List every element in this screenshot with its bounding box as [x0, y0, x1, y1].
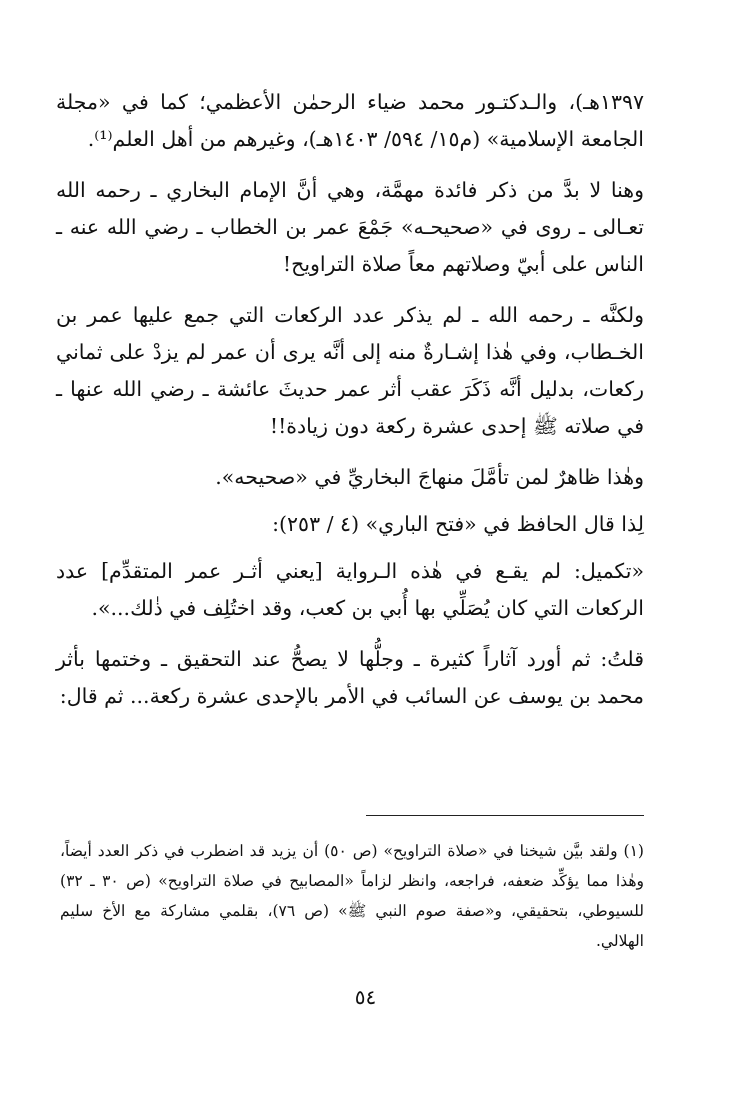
- paragraph-4: وهٰذا ظاهرٌ لمن تأمَّلَ منهاجَ البخاريِّ في «صحيحه».: [215, 465, 644, 489]
- footnote-separator: [366, 815, 644, 816]
- footnote-text: (١) ولقد بيَّن شيخنا في «صلاة التراويح» (ص ٥٠) أن يزيد قد اضطرب في ذكر العدد أيضاً، وهٰذا مما يؤكِّد ضعفه، فراجعه، وانظر لزاماً «المصابيح في صلاة التراويح» (ص ٣٠ ـ ٣٢) للسيوطي، بتحقيقي، و«صفة صوم النبي ﷺ» (ص ٧٦)، بقلمي مشاركة مع الأخ سليم الهلالي.: [60, 842, 645, 950]
- paragraph-2: وهنا لا بدَّ من ذكر فائدة مهمَّة، وهي أنَّ الإمام البخاري ـ رحمه الله تعـالى ـ روى في «صحيحـه» جَمْعَ عمر بن الخطاب ـ رضي الله عنه ـ الناس على أبيّ وصلاتهم معاً صلاة التراويح!: [56, 178, 644, 276]
- paragraph-5: لِذا قال الحافظ في «فتح الباري» (٤ / ٢٥٣):: [272, 512, 644, 536]
- paragraph-3: ولكنَّه ـ رحمه الله ـ لم يذكر عدد الركعات التي جمع عليها عمر بن الخـطاب، وفي هٰذا إشـارةٌ منه إلى أنَّه يرى أن عمر لم يزدْ على ثماني ركعات، بدليل أنَّه ذَكَرَ عقب أثر عمر حديثَ عائشة ـ رضي الله عنها ـ في صلاته ﷺ إحدى عشرة ركعة دون زيادة!!: [56, 303, 644, 438]
- paragraph-1: ١٣٩٧هـ)، والـدكتـور محمد ضياء الرحمٰن الأعظمي؛ كما في «مجلة الجامعة الإسلامية» (م١٥/ ٥٩٤/ ١٤٠٣هـ)، وغيرهم من أهل العلم⁽¹⁾.: [56, 90, 644, 151]
- main-text: [56, 84, 644, 729]
- footnote: [60, 836, 644, 956]
- paragraph-7: قلتُ: ثم أورد آثاراً كثيرة ـ وجلُّها لا يصحُّ عند التحقيق ـ وختمها بأثر محمد بن يوسف عن السائب في الأمر بالإحدى عشرة ركعة... ثم قال:: [56, 647, 644, 708]
- page-number: ٥٤: [354, 985, 377, 1009]
- paragraph-6-quote: «تكميل: لم يقـع في هٰذه الـرواية [يعني أثـر عمر المتقدِّم] عدد الركعات التي كان يُصَلِّي بها أُبي بن كعب، وقد اختُلِف في ذٰلك...».: [56, 559, 644, 620]
